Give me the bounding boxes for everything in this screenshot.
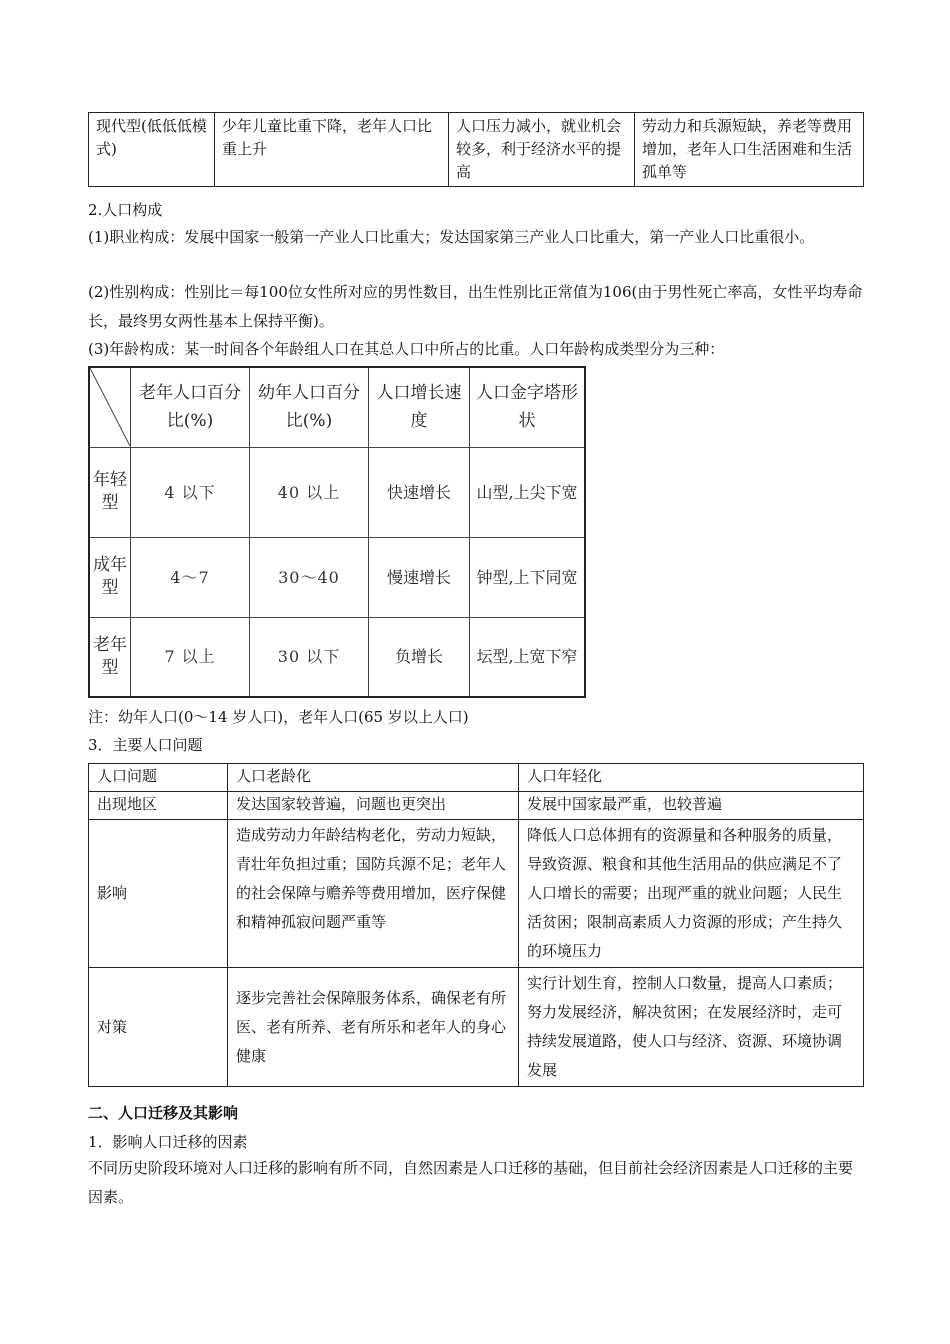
cell-growth: 负增长 xyxy=(369,617,470,697)
age-paragraph: (3)年龄构成：某一时间各个年龄组人口在其总人口中所占的比重。人口年龄构成类型分为三种： xyxy=(88,340,725,358)
table-row xyxy=(89,820,864,968)
row-type-adult: 成年型 xyxy=(89,537,131,617)
cell-growth: 快速增长 xyxy=(369,447,470,537)
diagonal-line-icon xyxy=(90,368,130,446)
occupation-paragraph: (1)职业构成：发展中国家一般第一产业人口比重大；发达国家第三产业人口比重大，第一产业人口比重很小。 xyxy=(88,228,815,246)
header-young: 幼年人口百分比(%) xyxy=(250,367,369,447)
section-heading-composition: 2.人口构成 xyxy=(88,201,163,219)
diagonal-corner xyxy=(89,367,131,447)
youth-measures: 实行计划生育，控制人口数量，提高人口素质；努力发展经济，解决贫困；在发展经济时，走可持续发展道路，使人口与经济、资源、环境协调发展 xyxy=(519,968,864,1087)
row-label-region: 出现地区 xyxy=(89,792,228,820)
header-growth: 人口增长速度 xyxy=(369,367,470,447)
table-row xyxy=(89,617,585,697)
cell-elderly: 4 以下 xyxy=(131,447,250,537)
row-label-impact: 影响 xyxy=(89,820,228,968)
header-aging: 人口老龄化 xyxy=(228,764,519,792)
cell-shape: 坛型,上宽下窄 xyxy=(470,617,586,697)
youth-impact: 降低人口总体拥有的资源量和各种服务的质量，导致资源、粮食和其他生活用品的供应满足不了人口增长的需要；出现严重的就业问题；人民生活贫困；限制高素质人力资源的形成；产生持久的环境压力 xyxy=(519,820,864,968)
row-type-young: 年轻型 xyxy=(89,447,131,537)
part2-subheading: 1．影响人口迁移的因素 xyxy=(88,1133,248,1151)
cell-shape: 钟型,上下同宽 xyxy=(470,537,586,617)
cell-growth: 慢速增长 xyxy=(369,537,470,617)
table-row xyxy=(89,113,864,187)
cell-shape: 山型,上尖下宽 xyxy=(470,447,586,537)
header-elderly: 老年人口百分比(%) xyxy=(131,367,250,447)
section-heading-problems: 3．主要人口问题 xyxy=(88,736,203,754)
type-cell: 现代型(低低低模式) xyxy=(89,113,215,187)
cell-young: 30 以下 xyxy=(250,617,369,697)
table-row xyxy=(89,764,864,792)
age-note: 注：幼年人口(0～14 岁人口)，老年人口(65 岁以上人口) xyxy=(88,708,469,726)
row-label-measures: 对策 xyxy=(89,968,228,1087)
cell-young: 40 以上 xyxy=(250,447,369,537)
migration-paragraph: 不同历史阶段环境对人口迁移的影响有所不同，自然因素是人口迁移的基础，但目前社会经济因素是人口迁移的主要因素。 xyxy=(88,1159,854,1206)
table-row xyxy=(89,367,585,447)
header-youth: 人口年轻化 xyxy=(519,764,864,792)
population-type-table xyxy=(88,112,864,187)
part2-heading: 二、人口迁移及其影响 xyxy=(88,1104,239,1122)
table-row xyxy=(89,792,864,820)
cell-elderly: 7 以上 xyxy=(131,617,250,697)
feature-cell: 少年儿童比重下降，老年人口比重上升 xyxy=(215,113,449,187)
row-type-old: 老年型 xyxy=(89,617,131,697)
table-row xyxy=(89,968,864,1087)
advantage-cell: 人口压力减小，就业机会较多，利于经济水平的提高 xyxy=(449,113,635,187)
cell-young: 30～40 xyxy=(250,537,369,617)
age-structure-table xyxy=(88,366,586,698)
header-shape: 人口金字塔形状 xyxy=(470,367,586,447)
problem-cell: 劳动力和兵源短缺，养老等费用增加，老年人口生活困难和生活孤单等 xyxy=(635,113,864,187)
header-problem: 人口问题 xyxy=(89,764,228,792)
gender-paragraph: (2)性别构成：性别比＝每100位女性所对应的男性数目，出生性别比正常值为106(由于男性死亡率高，女性平均寿命长，最终男女两性基本上保持平衡)。 xyxy=(88,283,863,330)
cell-elderly: 4～7 xyxy=(131,537,250,617)
aging-impact: 造成劳动力年龄结构老化，劳动力短缺，青壮年负担过重；国防兵源不足；老年人的社会保障与赡养等费用增加，医疗保健和精神孤寂问题严重等 xyxy=(228,820,519,968)
aging-region: 发达国家较普遍，问题也更突出 xyxy=(228,792,519,820)
table-row xyxy=(89,447,585,537)
population-problems-table xyxy=(88,763,864,1087)
aging-measures: 逐步完善社会保障服务体系，确保老有所医、老有所养、老有所乐和老年人的身心健康 xyxy=(228,968,519,1087)
table-row xyxy=(89,537,585,617)
youth-region: 发展中国家最严重，也较普遍 xyxy=(519,792,864,820)
